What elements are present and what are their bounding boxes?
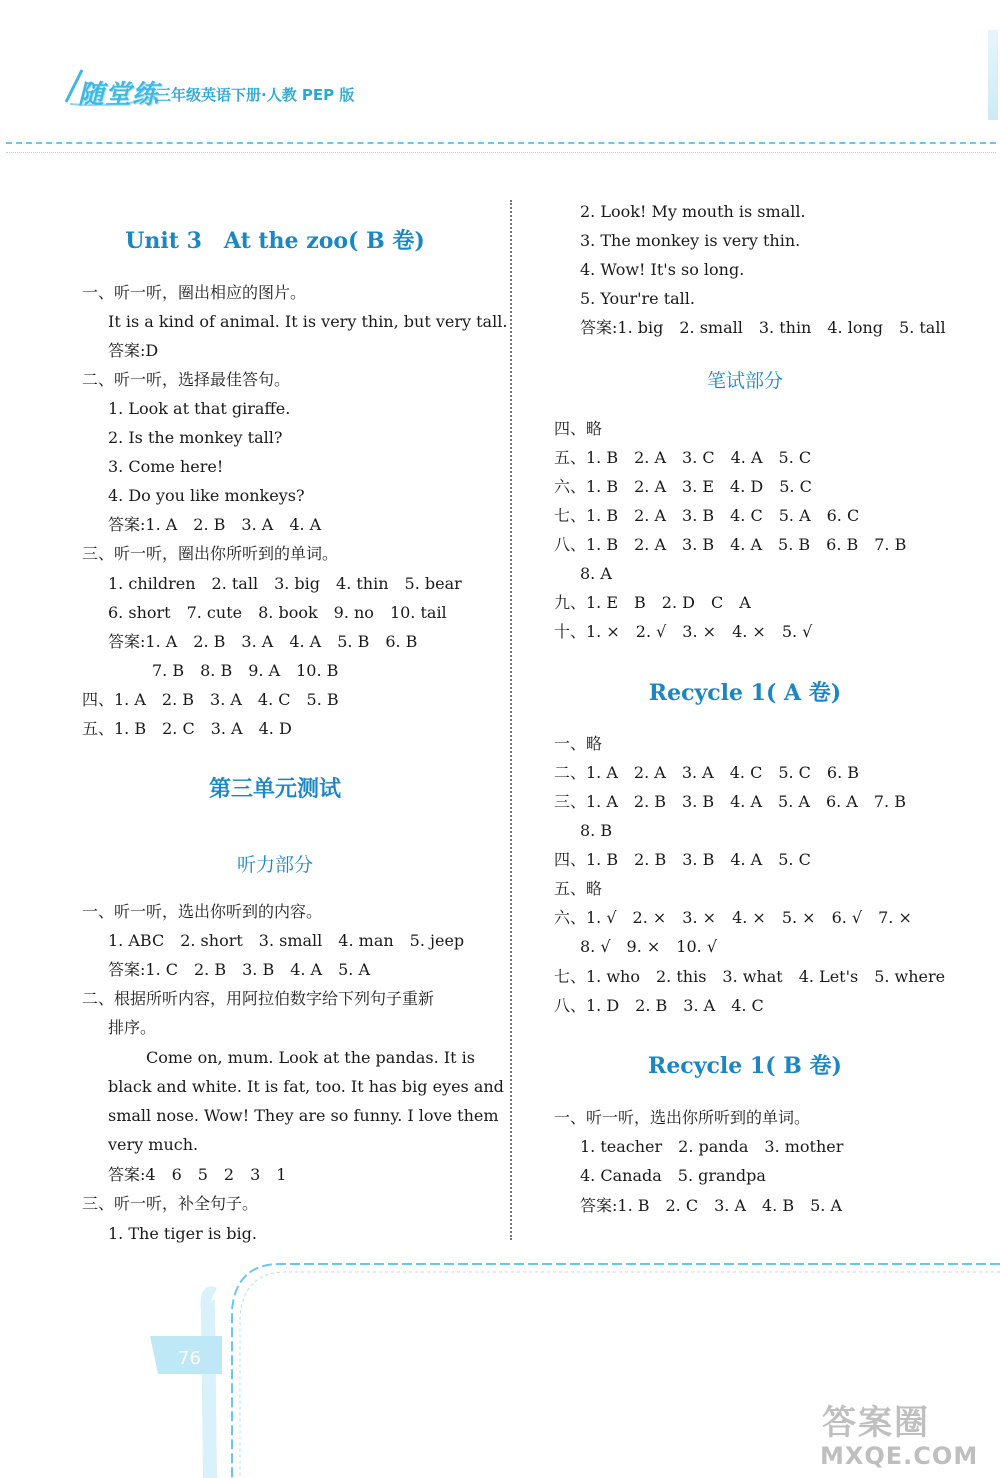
- left-line-3: 二、听一听，选择最佳答句。: [82, 370, 291, 389]
- right-line4-0: 一、听一听，选出你所听到的单词。: [554, 1108, 811, 1127]
- left-line-10: 1. children 2. tall 3. big 4. thin 5. bear: [108, 574, 462, 593]
- column-divider: [510, 200, 512, 1240]
- right-line2-0: 四、略: [554, 419, 603, 438]
- right-line3-4: 四、1. B 2. B 3. B 4. A 5. C: [554, 850, 811, 869]
- right-line-3: 5. Your're tall.: [580, 289, 695, 308]
- left-line2-2: 答案:1. C 2. B 3. B 4. A 5. A: [108, 960, 371, 979]
- right-line3-2: 三、1. A 2. B 3. B 4. A 5. A 6. A 7. B: [554, 792, 906, 811]
- left-line2-9: 答案:4 6 5 2 3 1: [108, 1165, 287, 1184]
- unit-test-title: 第三单元测试: [208, 777, 341, 802]
- left-line2-7: small nose. Wow! They are so funny. I love them: [108, 1106, 499, 1125]
- right-line4-2: 4. Canada 5. grandpa: [580, 1166, 766, 1185]
- left-line2-4: 排序。: [108, 1018, 157, 1037]
- left-line-1: It is a kind of animal. It is very thin, but very tall.: [108, 312, 508, 331]
- left-line-4: 1. Look at that giraffe.: [108, 399, 291, 418]
- page-number: 76: [178, 1348, 201, 1369]
- left-line-15: 五、1. B 2. C 3. A 4. D: [82, 719, 292, 738]
- right-line3-3: 8. B: [580, 821, 613, 840]
- left-line-7: 4. Do you like monkeys?: [108, 486, 305, 505]
- watermark-logo: 答案圈: [822, 1403, 930, 1443]
- left-line2-0: 一、听一听，选出你听到的内容。: [82, 902, 323, 921]
- left-line2-3: 二、根据所听内容，用阿拉伯数字给下列句子重新: [82, 989, 435, 1008]
- right-line2-2: 六、1. B 2. A 3. E 4. D 5. C: [554, 477, 812, 496]
- recycle-b-title: Recycle 1( B 卷): [648, 1053, 842, 1079]
- book-subtitle: 三年级英语下册·人教 PEP 版: [156, 86, 355, 104]
- left-line-8: 答案:1. A 2. B 3. A 4. A: [108, 515, 322, 534]
- right-line3-9: 八、1. D 2. B 3. A 4. C: [554, 996, 764, 1015]
- watermark-url: MXQE.COM: [820, 1442, 979, 1470]
- right-line-0: 2. Look! My mouth is small.: [580, 202, 806, 221]
- right-line-4: 答案:1. big 2. small 3. thin 4. long 5. tall: [580, 318, 946, 337]
- written-section-title: 笔试部分: [706, 370, 783, 392]
- listening-section-title: 听力部分: [236, 854, 313, 876]
- left-line2-6: black and white. It is fat, too. It has big eyes and: [108, 1077, 504, 1096]
- left-line2-11: 1. The tiger is big.: [108, 1224, 257, 1243]
- right-line3-0: 一、略: [554, 734, 603, 753]
- right-line2-7: 十、1. × 2. √ 3. × 4. × 5. √: [554, 622, 813, 641]
- left-line-9: 三、听一听，圈出你所听到的单词。: [82, 544, 339, 563]
- left-line2-8: very much.: [108, 1135, 199, 1154]
- right-line-2: 4. Wow! It's so long.: [580, 260, 745, 279]
- right-line3-1: 二、1. A 2. A 3. A 4. C 5. C 6. B: [554, 763, 860, 782]
- left-line-14: 四、1. A 2. B 3. A 4. C 5. B: [82, 690, 339, 709]
- right-line3-6: 六、1. √ 2. × 3. × 4. × 5. × 6. √ 7. ×: [554, 908, 912, 927]
- left-line-0: 一、听一听，圈出相应的图片。: [82, 283, 307, 302]
- brand-logo: 随堂练: [78, 80, 160, 110]
- right-line4-1: 1. teacher 2. panda 3. mother: [580, 1137, 844, 1156]
- left-line-5: 2. Is the monkey tall?: [108, 428, 283, 447]
- header-divider-dotted: [6, 152, 996, 153]
- left-line-13: 7. B 8. B 9. A 10. B: [152, 661, 339, 680]
- left-line-11: 6. short 7. cute 8. book 9. no 10. tail: [108, 603, 447, 622]
- right-line3-8: 七、1. who 2. this 3. what 4. Let's 5. where: [554, 967, 946, 986]
- right-line2-3: 七、1. B 2. A 3. B 4. C 5. A 6. C: [554, 506, 860, 525]
- right-line4-3: 答案:1. B 2. C 3. A 4. B 5. A: [580, 1196, 843, 1215]
- right-line2-6: 九、1. E B 2. D C A: [554, 593, 751, 612]
- recycle-a-title: Recycle 1( A 卷): [648, 680, 842, 706]
- left-line-2: 答案:D: [108, 341, 159, 360]
- right-line3-7: 8. √ 9. × 10. √: [580, 937, 718, 956]
- right-line3-5: 五、略: [554, 879, 603, 898]
- left-line-6: 3. Come here!: [108, 457, 224, 476]
- right-line2-5: 8. A: [580, 564, 612, 583]
- header-divider: [6, 142, 996, 144]
- right-line-1: 3. The monkey is very thin.: [580, 231, 801, 250]
- right-line2-1: 五、1. B 2. A 3. C 4. A 5. C: [554, 448, 812, 467]
- left-line2-1: 1. ABC 2. short 3. small 4. man 5. jeep: [108, 931, 465, 950]
- unit-title: Unit 3 At the zoo( B 卷): [125, 228, 425, 254]
- left-line-12: 答案:1. A 2. B 3. A 4. A 5. B 6. B: [108, 632, 418, 651]
- left-line2-5: Come on, mum. Look at the pandas. It is: [146, 1048, 475, 1067]
- right-line2-4: 八、1. B 2. A 3. B 4. A 5. B 6. B 7. B: [554, 535, 907, 554]
- left-line2-10: 三、听一听，补全句子。: [82, 1194, 259, 1213]
- edge-tab: [988, 30, 998, 120]
- page-header: [0, 0, 1000, 160]
